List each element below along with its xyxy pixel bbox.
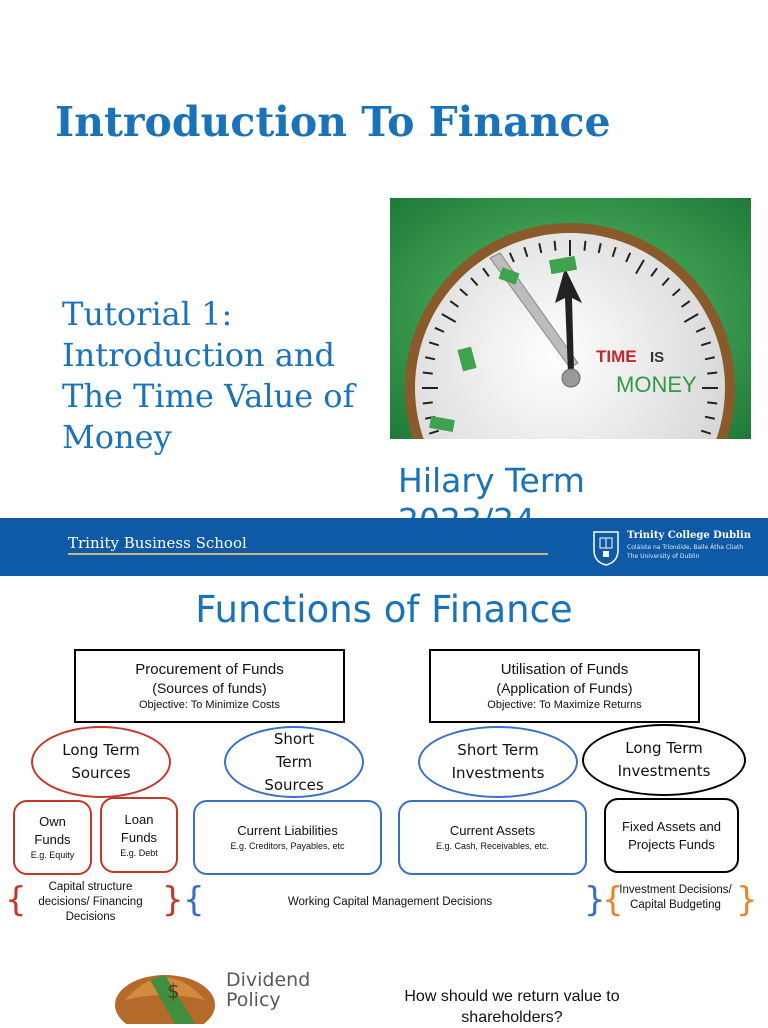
fixed-assets-box	[604, 798, 739, 873]
slide2-title: Functions of Finance	[195, 588, 573, 631]
svg-text:$: $	[167, 979, 180, 1003]
fixed-assets-label: Fixed Assets and Projects Funds	[622, 818, 721, 852]
left-brace-orange: {	[602, 880, 624, 920]
current-assets-box	[398, 800, 587, 875]
short-term-investments-label: Short Term Investments	[451, 741, 545, 782]
utilisation-objective: Objective: To Maximize Returns	[487, 699, 642, 711]
right-brace-orange: }	[736, 880, 758, 920]
loan-funds-label: Loan Funds	[120, 811, 158, 845]
current-liabilities-label: Current Liabilities	[237, 823, 338, 838]
is-word: IS	[650, 349, 665, 366]
procurement-box	[74, 649, 345, 723]
pie-money-icon	[105, 950, 225, 1024]
tcd-crest-icon	[592, 530, 620, 566]
tcd-irish-name: Coláiste na Tríonóide, Baile Átha Cliath	[627, 544, 744, 551]
procurement-objective: Objective: To Minimize Costs	[138, 699, 280, 711]
clock-tick	[423, 402, 433, 403]
money-word: MONEY	[616, 372, 697, 397]
investment-text: Investment Decisions/ Capital Budgeting	[619, 884, 732, 911]
term-line1: Hilary Term	[398, 461, 585, 500]
short-term-sources-label: Short Term Sources	[264, 729, 324, 794]
time-is-money-clock-image	[390, 198, 751, 439]
current-liabilities-example: E.g. Creditors, Payables, etc	[230, 841, 345, 851]
own-funds-box	[13, 800, 92, 875]
capital-structure-text: Capital structure decisions/ Financing Decisions	[38, 881, 143, 923]
short-term-investments-ellipse	[418, 726, 578, 798]
long-term-sources-ellipse	[31, 726, 171, 798]
current-assets-label: Current Assets	[449, 823, 536, 838]
loan-funds-box	[100, 797, 178, 873]
time-word: TIME	[596, 347, 637, 366]
clock-tick	[707, 402, 717, 403]
business-school-label: Trinity Business School	[68, 534, 247, 552]
short-term-sources-ellipse	[224, 726, 364, 798]
slide1-subtitle: Tutorial 1: Introduction and The Time Value of Money	[62, 295, 355, 456]
procurement-subtitle: (Sources of funds)	[152, 680, 267, 696]
dividend-line2: Policy	[226, 989, 281, 1011]
dividend-policy-label	[226, 970, 310, 1010]
utilisation-box	[429, 649, 700, 723]
tcd-english-name: The University of Dublin	[627, 553, 700, 560]
long-term-investments-ellipse	[582, 724, 746, 796]
left-brace-red-1: {	[5, 880, 27, 920]
loan-funds-example: E.g. Debt	[120, 847, 158, 858]
right-brace-blue: }	[584, 880, 606, 920]
procurement-title: Procurement of Funds	[135, 661, 284, 678]
long-term-investments-label: Long Term Investments	[617, 739, 711, 780]
left-brace-blue: {	[183, 880, 205, 920]
current-liabilities-box	[193, 800, 382, 875]
utilisation-title: Utilisation of Funds	[500, 661, 629, 678]
right-brace-red: }	[162, 880, 184, 920]
band-divider	[68, 553, 548, 555]
current-assets-example: E.g. Cash, Receivables, etc.	[435, 841, 550, 851]
clock-tick	[707, 373, 717, 374]
own-funds-example: E.g. Equity	[30, 850, 75, 860]
working-capital-text: Working Capital Management Decisions	[287, 896, 493, 908]
tcd-name: Trinity College Dublin	[627, 530, 751, 541]
slide1-title: Introduction To Finance	[55, 98, 611, 146]
own-funds-label: Own Funds	[34, 814, 71, 847]
clock-tick	[423, 373, 433, 374]
long-term-sources-label: Long Term Sources	[62, 741, 140, 782]
dividend-question: How should we return value to shareholders?	[404, 988, 620, 1026]
utilisation-subtitle: (Application of Funds)	[496, 680, 633, 696]
clock-tick	[584, 241, 585, 251]
dividend-line1: Dividend	[226, 969, 311, 991]
clock-tick	[555, 241, 556, 251]
